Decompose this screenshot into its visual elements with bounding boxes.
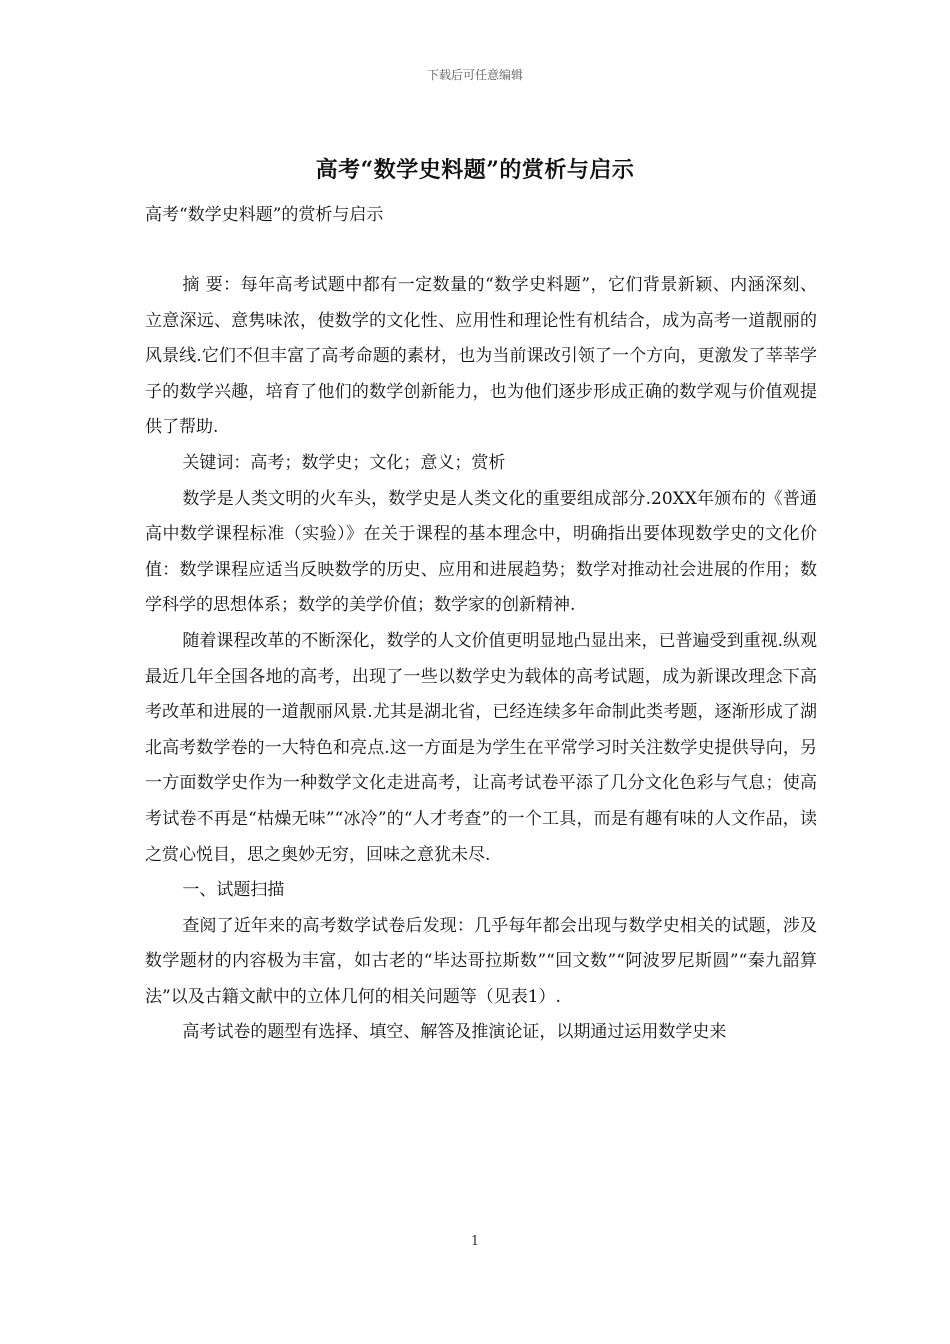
document-title: 高考“数学史料题”的赏析与启示 xyxy=(315,157,635,183)
paragraph-keywords: 关键词：高考；数学史；文化；意义；赏析 xyxy=(182,452,506,473)
paragraph-reform: 随着课程改革的不断深化，数学的人文价值更明显地凸显出来，已普遍受到重视.纵观最近几年全国各地的高考，出现了一些以数学史为载体的高考试题，成为新课改理念下高考改革和进展的一道靓丽风景.尤其是湖北省，已经连续多年命制此类考题，逐渐形成了湖北高考数学卷的一大特色和亮点.这一方面是为学生在平常学习时关注数学史提供导向，另一方面数学史作为一种数学文化走进高考，让高考试卷平添了几分文化色彩与气息；使高考试卷不再是“枯燥无味”“冰冷”的“人才考查”的一个工具，而是有趣有味的人文作品，读之赏心悦目，思之奥妙无穷，回味之意犹未尽. xyxy=(145,630,817,865)
header-note: 下载后可任意编辑 xyxy=(426,68,523,82)
paragraph-survey: 查阅了近年来的高考数学试卷后发现：几乎每年都会出现与数学史相关的试题，涉及数学题材的内容极为丰富，如古老的“毕达哥拉斯数”“回文数”“阿波罗尼斯圆”“秦九韶算法”以及古籍文献中的立体几何的相关问题等（见表1）. xyxy=(145,915,817,1007)
document-body xyxy=(145,268,817,1051)
paragraph-abstract: 摘 要：每年高考试题中都有一定数量的“数学史料题”，它们背景新颖、内涵深刻、立意深远、意隽味浓，使数学的文化性、应用性和理论性有机结合，成为高考一道靓丽的风景线.它们不但丰富了高考命题的素材，也为当前课改引领了一个方向，更激发了莘莘学子的数学兴趣，培育了他们的数学创新能力，也为他们逐步形成正确的数学观与价值观提供了帮助. xyxy=(145,275,817,438)
document-subtitle: 高考“数学史料题”的赏析与启示 xyxy=(145,205,384,225)
paragraph-question-types: 高考试卷的题型有选择、填空、解答及推演论证，以期通过运用数学史来 xyxy=(182,1022,727,1043)
page-number: 1 xyxy=(470,1234,480,1249)
paragraph-intro: 数学是人类文明的火车头，数学史是人类文化的重要组成部分.20XX年颁布的《普通高中数学课程标准（实验）》在关于课程的基本理念中，明确指出要体现数学史的文化价值：数学课程应适当反映数学的历史、应用和进展趋势；数学对推动社会进展的作用；数学科学的思想体系；数学的美学价值；数学家的创新精神. xyxy=(145,488,817,616)
section-heading: 一、试题扫描 xyxy=(182,880,285,901)
